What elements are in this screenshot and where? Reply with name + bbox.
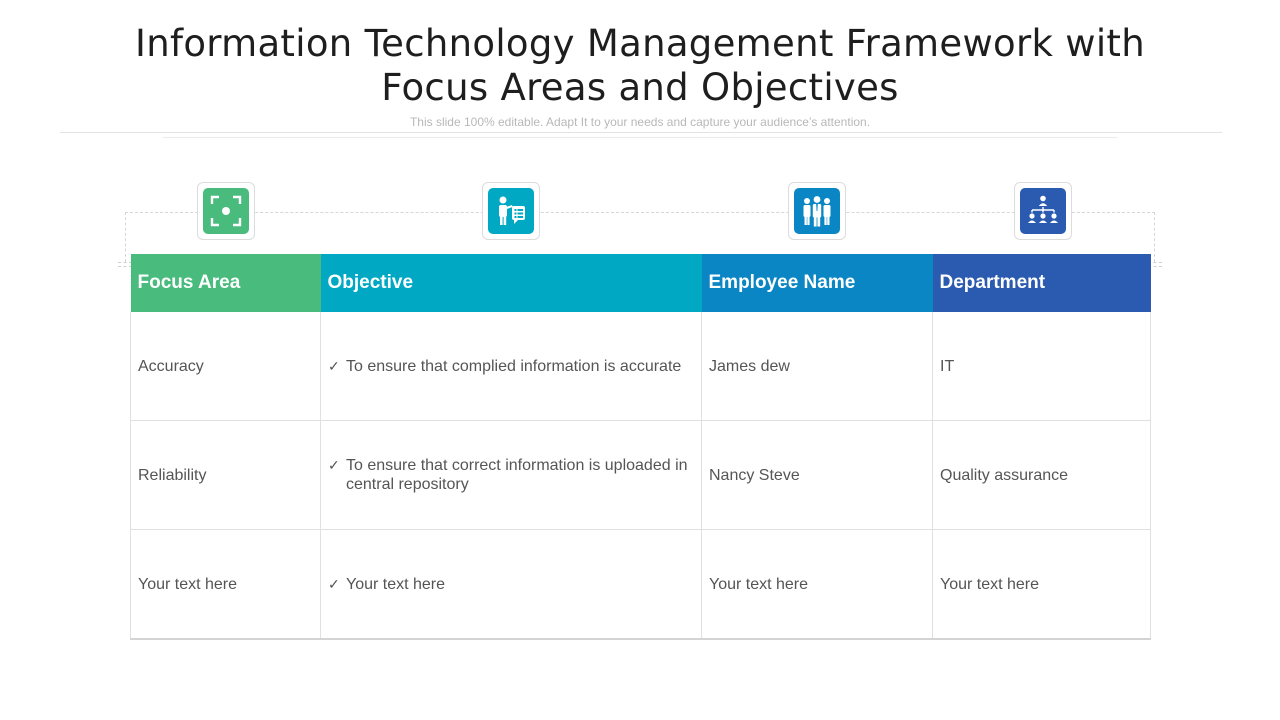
team-icon: [794, 188, 840, 234]
employee-icon-frame: [788, 182, 846, 240]
title-divider: [60, 132, 1222, 133]
objective-text: To ensure that correct information is uploaded in central repository: [346, 457, 688, 493]
table-row: [131, 530, 1151, 640]
subtitle-divider: [162, 137, 1118, 138]
header-department: Department: [933, 254, 1151, 312]
objective-cell: [321, 312, 702, 421]
focus-area-cell: Accuracy: [131, 312, 321, 421]
focus-area-icon-frame: [197, 182, 255, 240]
employee-name-cell: Nancy Steve: [702, 421, 933, 530]
presenter-icon: [488, 188, 534, 234]
table-row: [131, 312, 1151, 421]
employee-name-cell: James dew: [702, 312, 933, 421]
focus-area-cell: Reliability: [131, 421, 321, 530]
header-employee-name: Employee Name: [702, 254, 933, 312]
slide-title: Information Technology Management Framework with Focus Areas and Objectives: [135, 22, 1145, 109]
department-cell: IT: [933, 312, 1151, 421]
department-cell: Your text here: [933, 530, 1151, 640]
check-icon: ✓: [328, 457, 340, 473]
department-icon-frame: [1014, 182, 1072, 240]
header-focus-area: Focus Area: [131, 254, 321, 312]
department-cell: Quality assurance: [933, 421, 1151, 530]
check-icon: ✓: [328, 357, 340, 374]
objective-icon-frame: [482, 182, 540, 240]
focus-target-icon: [203, 188, 249, 234]
slide-subtitle: This slide 100% editable. Adapt It to your needs and capture your audience’s attention.: [409, 115, 871, 129]
header-objective: Objective: [321, 254, 702, 312]
focus-area-cell: Your text here: [131, 530, 321, 640]
employee-name-cell: Your text here: [702, 530, 933, 640]
check-icon: ✓: [328, 575, 340, 592]
objective-text: To ensure that complied information is accurate: [346, 357, 682, 375]
objective-cell: [321, 530, 702, 640]
hierarchy-icon: [1020, 188, 1066, 234]
objective-cell: [321, 421, 702, 530]
focus-areas-table: [130, 254, 1151, 640]
table-header-row: [131, 254, 1151, 312]
objective-text: Your text here: [346, 575, 446, 593]
table-row: [131, 421, 1151, 530]
